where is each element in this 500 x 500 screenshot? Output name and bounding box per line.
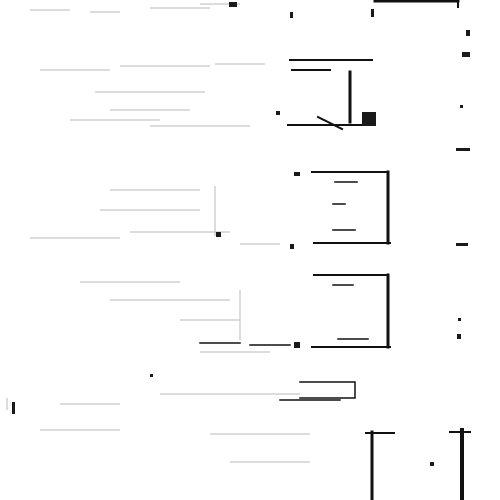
lower-vertical-strokes [366, 430, 470, 500]
bracket-block-3 [200, 275, 390, 347]
faint-marks [7, 4, 310, 462]
top-rule [375, 1, 458, 7]
scan-noise [12, 2, 434, 466]
right-margin-ticks [456, 30, 470, 339]
bracket-block-1 [288, 60, 376, 129]
bracket-block-2 [312, 172, 390, 243]
small-box [280, 382, 355, 400]
